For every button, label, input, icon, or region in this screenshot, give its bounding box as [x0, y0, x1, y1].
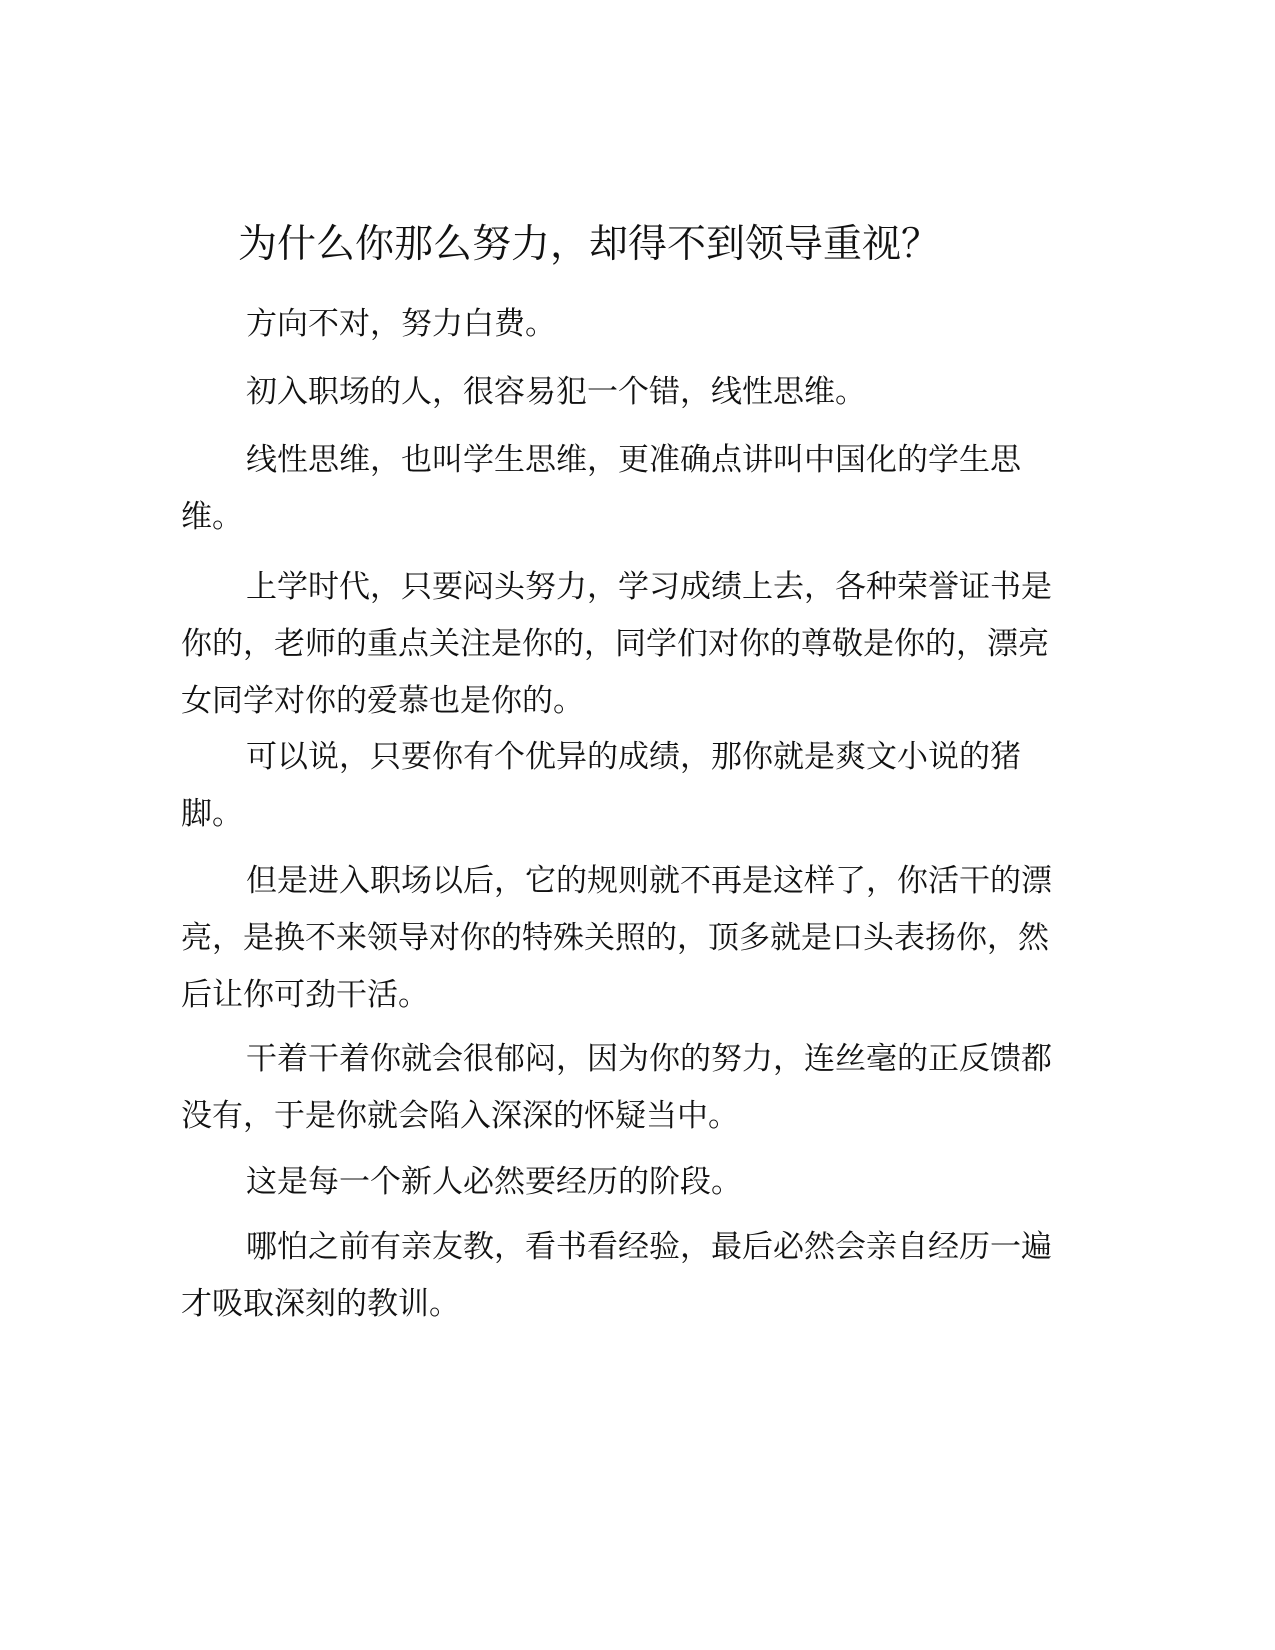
- paragraph-1: 方向不对，努力白费。: [246, 306, 556, 342]
- paragraph-6: 但是进入职场以后，它的规则就不再是这样了，你活干的漂亮，是换不来领导对你的特殊关照的，顶多就是口头表扬你，然后让你可劲干活。: [181, 863, 1052, 1013]
- paragraph-9: 哪怕之前有亲友教，看书看经验，最后必然会亲自经历一遍才吸取深刻的教训。: [181, 1229, 1052, 1322]
- paragraph-8: 这是每一个新人必然要经历的阶段。: [246, 1164, 742, 1200]
- paragraph-3: 线性思维，也叫学生思维，更准确点讲叫中国化的学生思维。: [181, 442, 1021, 535]
- paragraph-7: 干着干着你就会很郁闷，因为你的努力，连丝毫的正反馈都没有，于是你就会陷入深深的怀疑当中。: [181, 1041, 1052, 1134]
- document-title: 为什么你那么努力，却得不到领导重视？: [238, 222, 941, 267]
- paragraph-4: 上学时代，只要闷头努力，学习成绩上去，各种荣誉证书是你的，老师的重点关注是你的，同学们对你的尊敬是你的，漂亮女同学对你的爱慕也是你的。: [181, 569, 1052, 719]
- paragraph-5: 可以说，只要你有个优异的成绩，那你就是爽文小说的猪脚。: [181, 739, 1021, 832]
- paragraph-2: 初入职场的人，很容易犯一个错，线性思维。: [246, 374, 866, 410]
